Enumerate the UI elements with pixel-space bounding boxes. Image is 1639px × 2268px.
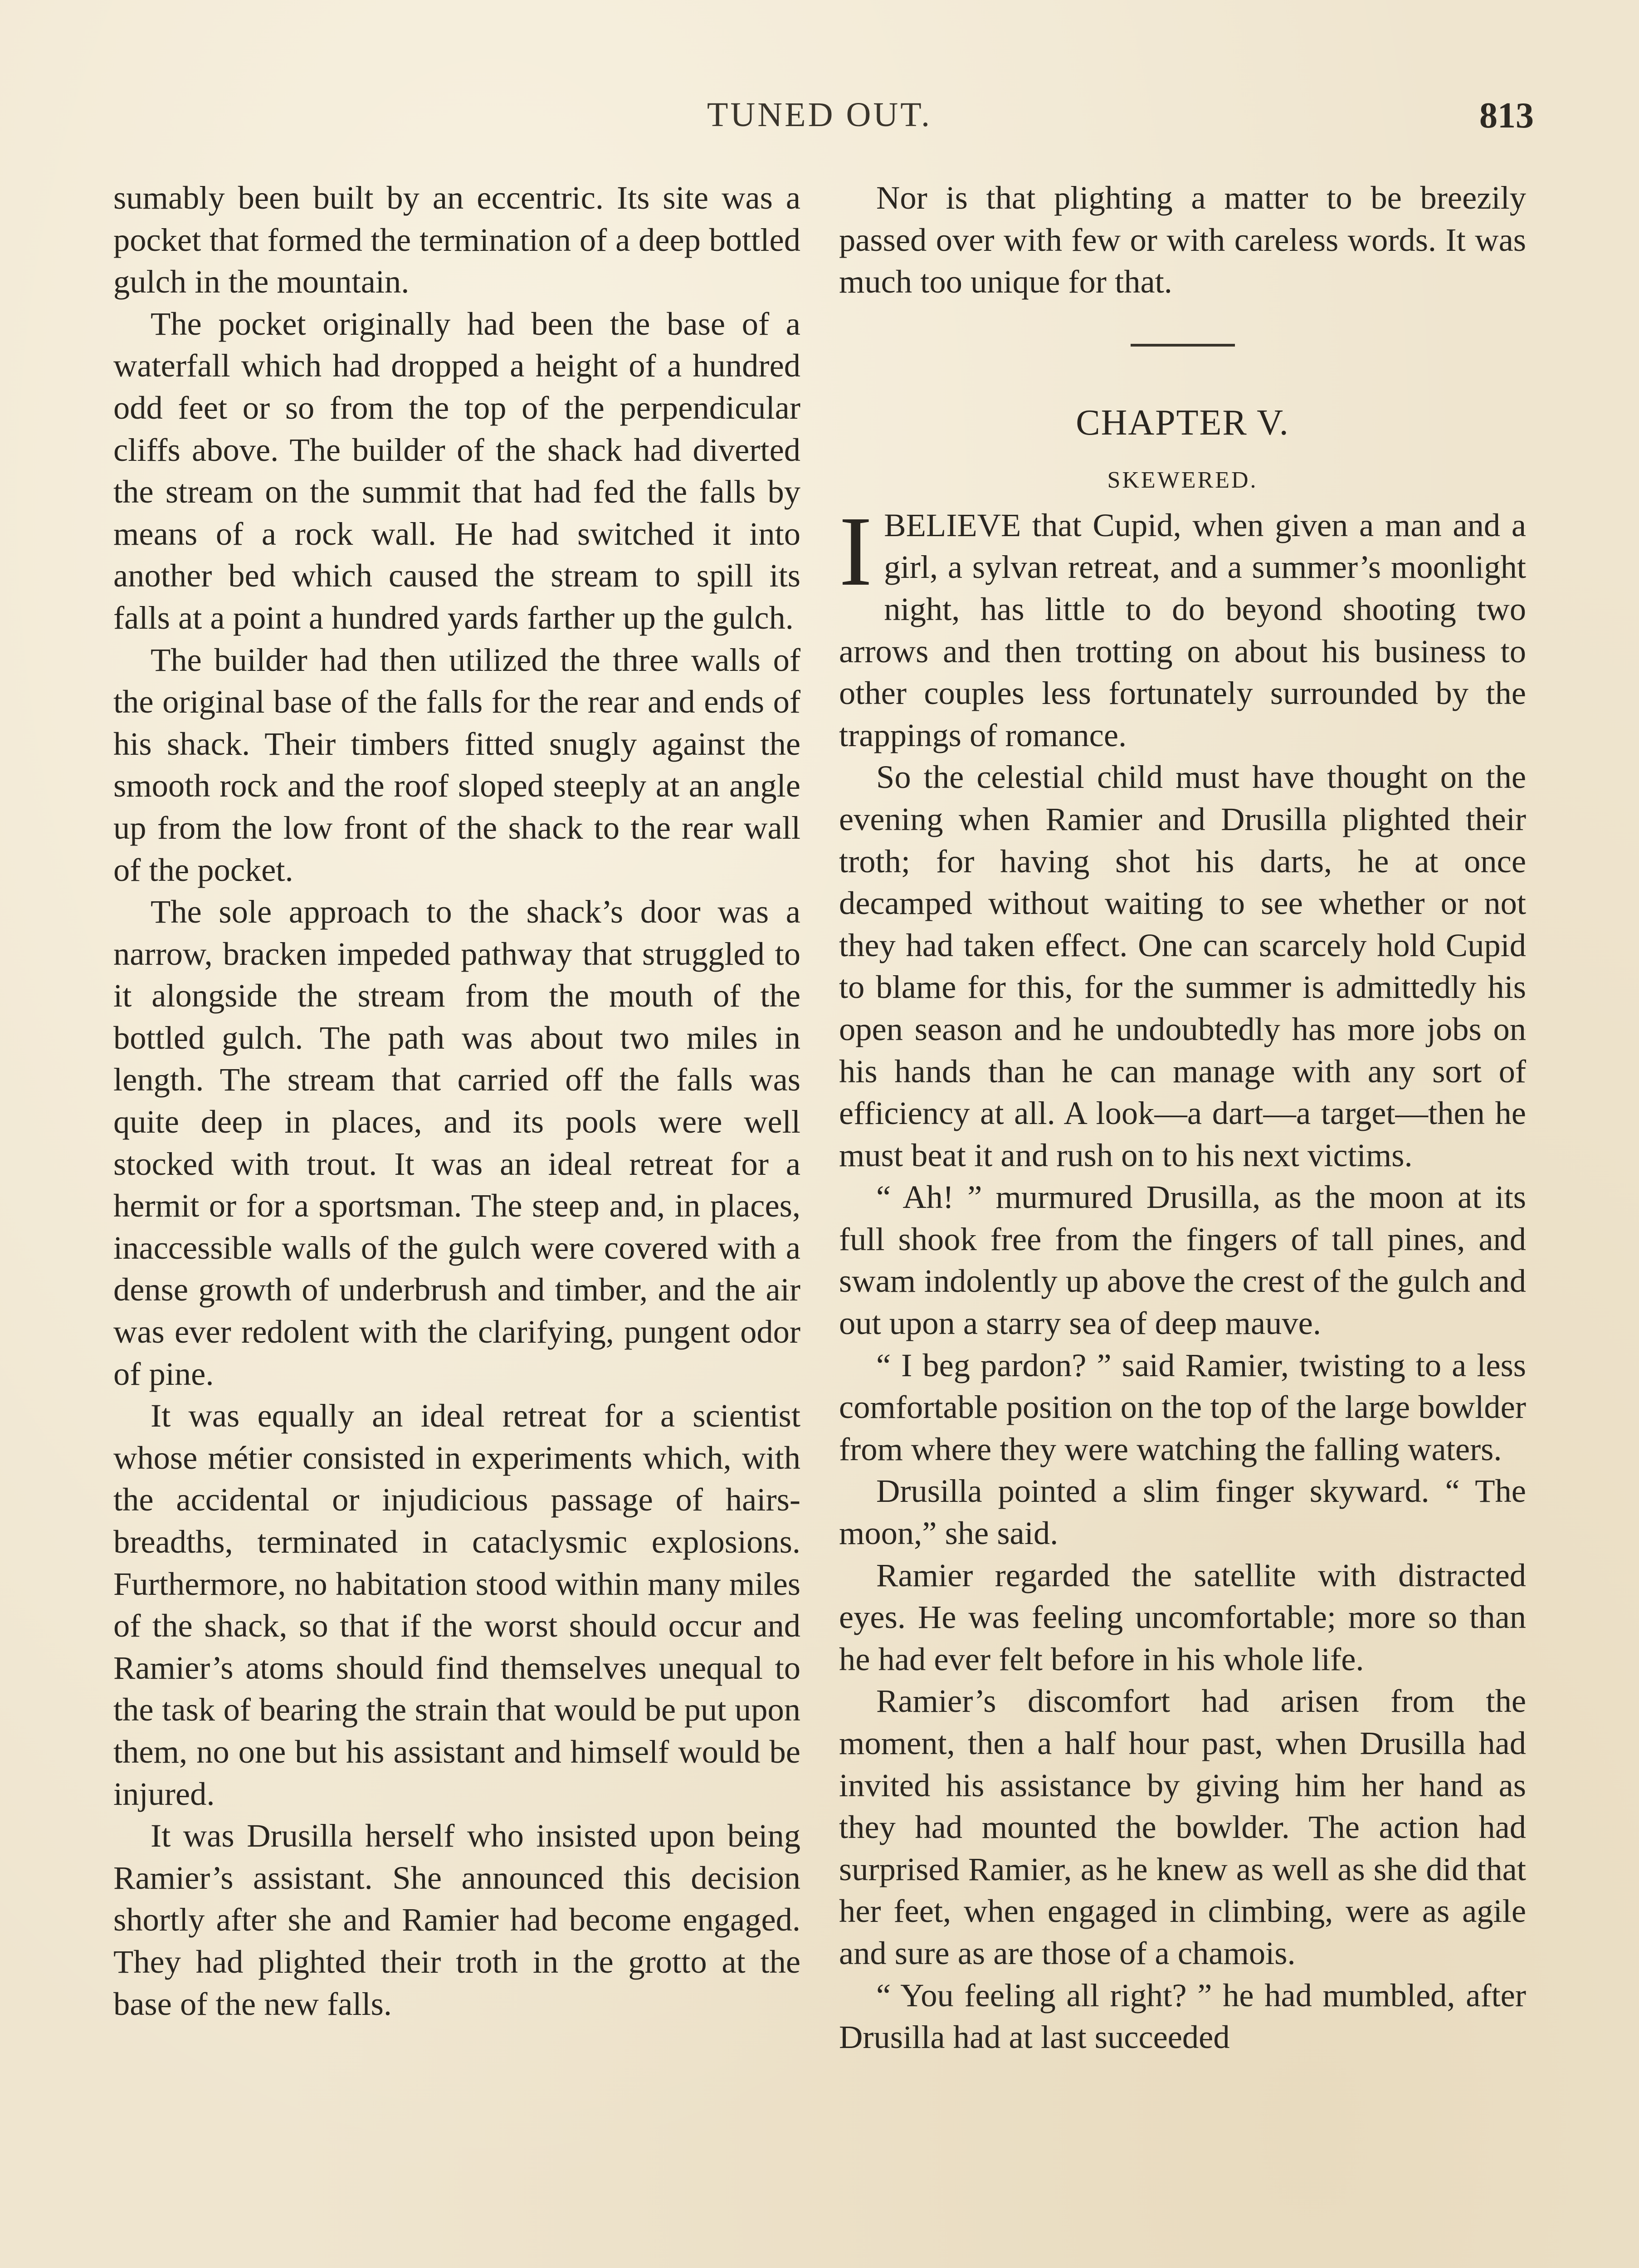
right-paragraph-4: Drusilla pointed a slim finger skyward. “ The moon,” she said. [839, 1472, 1526, 1552]
right-paragraph-2: “ Ah! ” murmured Drusilla, as the moon at its full shook free from the fingers of tall pines, and swam indolently up above the crest of the gulch and out upon a starry sea of deep mauve. [839, 1178, 1526, 1342]
chapter-opening-text: BELIEVE that Cupid, when given a man and a girl, a sylvan retreat, and a summer’s moonlight night, has little to do beyond shooting two arrows and then trotting on about his business to other couples less fortunately surrounded by the trappings of romance. [839, 506, 1526, 753]
left-paragraph-4: The sole approach to the shack’s door was a narrow, bracken impeded pathway that struggled to it alongside the stream from the mouth of the bottled gulch. The path was about two miles in length. The stream that carried off the falls was quite deep in places, and its pools were well stocked with trout. It was an ideal retreat for a hermit or for a sportsman. The steep and, in places, inaccessible walls of the gulch were covered with a dense growth of underbrush and timber, and the air was ever redolent with the clarifying, pungent odor of pine. [113, 893, 800, 1392]
left-paragraph-6: It was Drusilla herself who insisted upon being Ramier’s assistant. She announced this decision shortly after she and Ramier had become engaged. They had plighted their troth in the grotto at the base of the new falls. [113, 1817, 800, 2022]
right-paragraph-3: “ I beg pardon? ” said Ramier, twisting to a less comfortable position on the top of the large bowlder from where they were watching the falling waters. [839, 1346, 1526, 1467]
section-divider [1131, 344, 1235, 347]
right-paragraph-7: “ You feeling all right? ” he had mumbled, after Drusilla had at last succeeded [839, 1976, 1526, 2056]
running-header [0, 95, 1639, 145]
page-number: 813 [1479, 96, 1534, 136]
running-title: TUNED OUT. [707, 96, 932, 134]
left-paragraph-3: The builder had then utilized the three walls of the original base of the falls for the rear and ends of his shack. Their timbers fitted snugly against the smooth rock and the roof sloped steeply at an angle up from the low front of the shack to the rear wall of the pocket. [113, 641, 800, 888]
right-intro-paragraph: Nor is that plighting a matter to be breezily passed over with few or with careless words. It was much too unique for that. [839, 179, 1526, 300]
chapter-title: CHAPTER V. [1076, 402, 1289, 443]
right-paragraph-6: Ramier’s discomfort had arisen from the moment, then a half hour past, when Drusilla had invited his assistance by giving him her hand as they had mounted the bowlder. The action had surprised Ramier, as he knew as well as she did that her feet, when engaged in climbing, were as agile and sure as are those of a chamois. [839, 1682, 1526, 1971]
drop-cap: I [839, 495, 873, 606]
chapter-subtitle: SKEWERED. [1107, 467, 1258, 493]
left-paragraph-1: sumably been built by an eccentric. Its site was a pocket that formed the termination of a deep bottled gulch in the mountain. [113, 179, 800, 300]
left-paragraph-2: The pocket originally had been the base of a waterfall which had dropped a height of a hundred odd feet or so from the top of the perpendicular cliffs above. The builder of the shack had diverted the stream on the summit that had fed the falls by means of a rock wall. He had switched it into another bed which caused the stream to spill its falls at a point a hundred yards farther up the gulch. [113, 305, 800, 636]
left-paragraph-5: It was equally an ideal retreat for a scientist whose métier consisted in experiments which, with the accidental or injudicious passage of hairs-breadths, terminated in cataclysmic explosions. Furthermore, no habitation stood within many miles of the shack, so that if the worst should occur and Ramier’s atoms should find themselves unequal to the task of bearing the strain that would be put upon them, no one but his assistant and himself would be injured. [113, 1397, 800, 1812]
chapter-opening-paragraph [839, 495, 1526, 757]
left-column [113, 177, 800, 2025]
right-paragraph-1: So the celestial child must have thought on the evening when Ramier and Drusilla plighted their troth; for having shot his darts, he at once decamped without waiting to see whether or not they had taken effect. One can scarcely hold Cupid to blame for this, for the summer is admittedly his open season and he undoubtedly has more jobs on his hands than he can manage with any sort of efficiency at all. A look—a dart—a target—then he must beat it and rush on to his next victims. [839, 758, 1526, 1173]
right-paragraph-5: Ramier regarded the satellite with distracted eyes. He was feeling uncomfortable; more so than he had ever felt before in his whole life. [839, 1556, 1526, 1677]
right-column [839, 177, 1526, 2058]
